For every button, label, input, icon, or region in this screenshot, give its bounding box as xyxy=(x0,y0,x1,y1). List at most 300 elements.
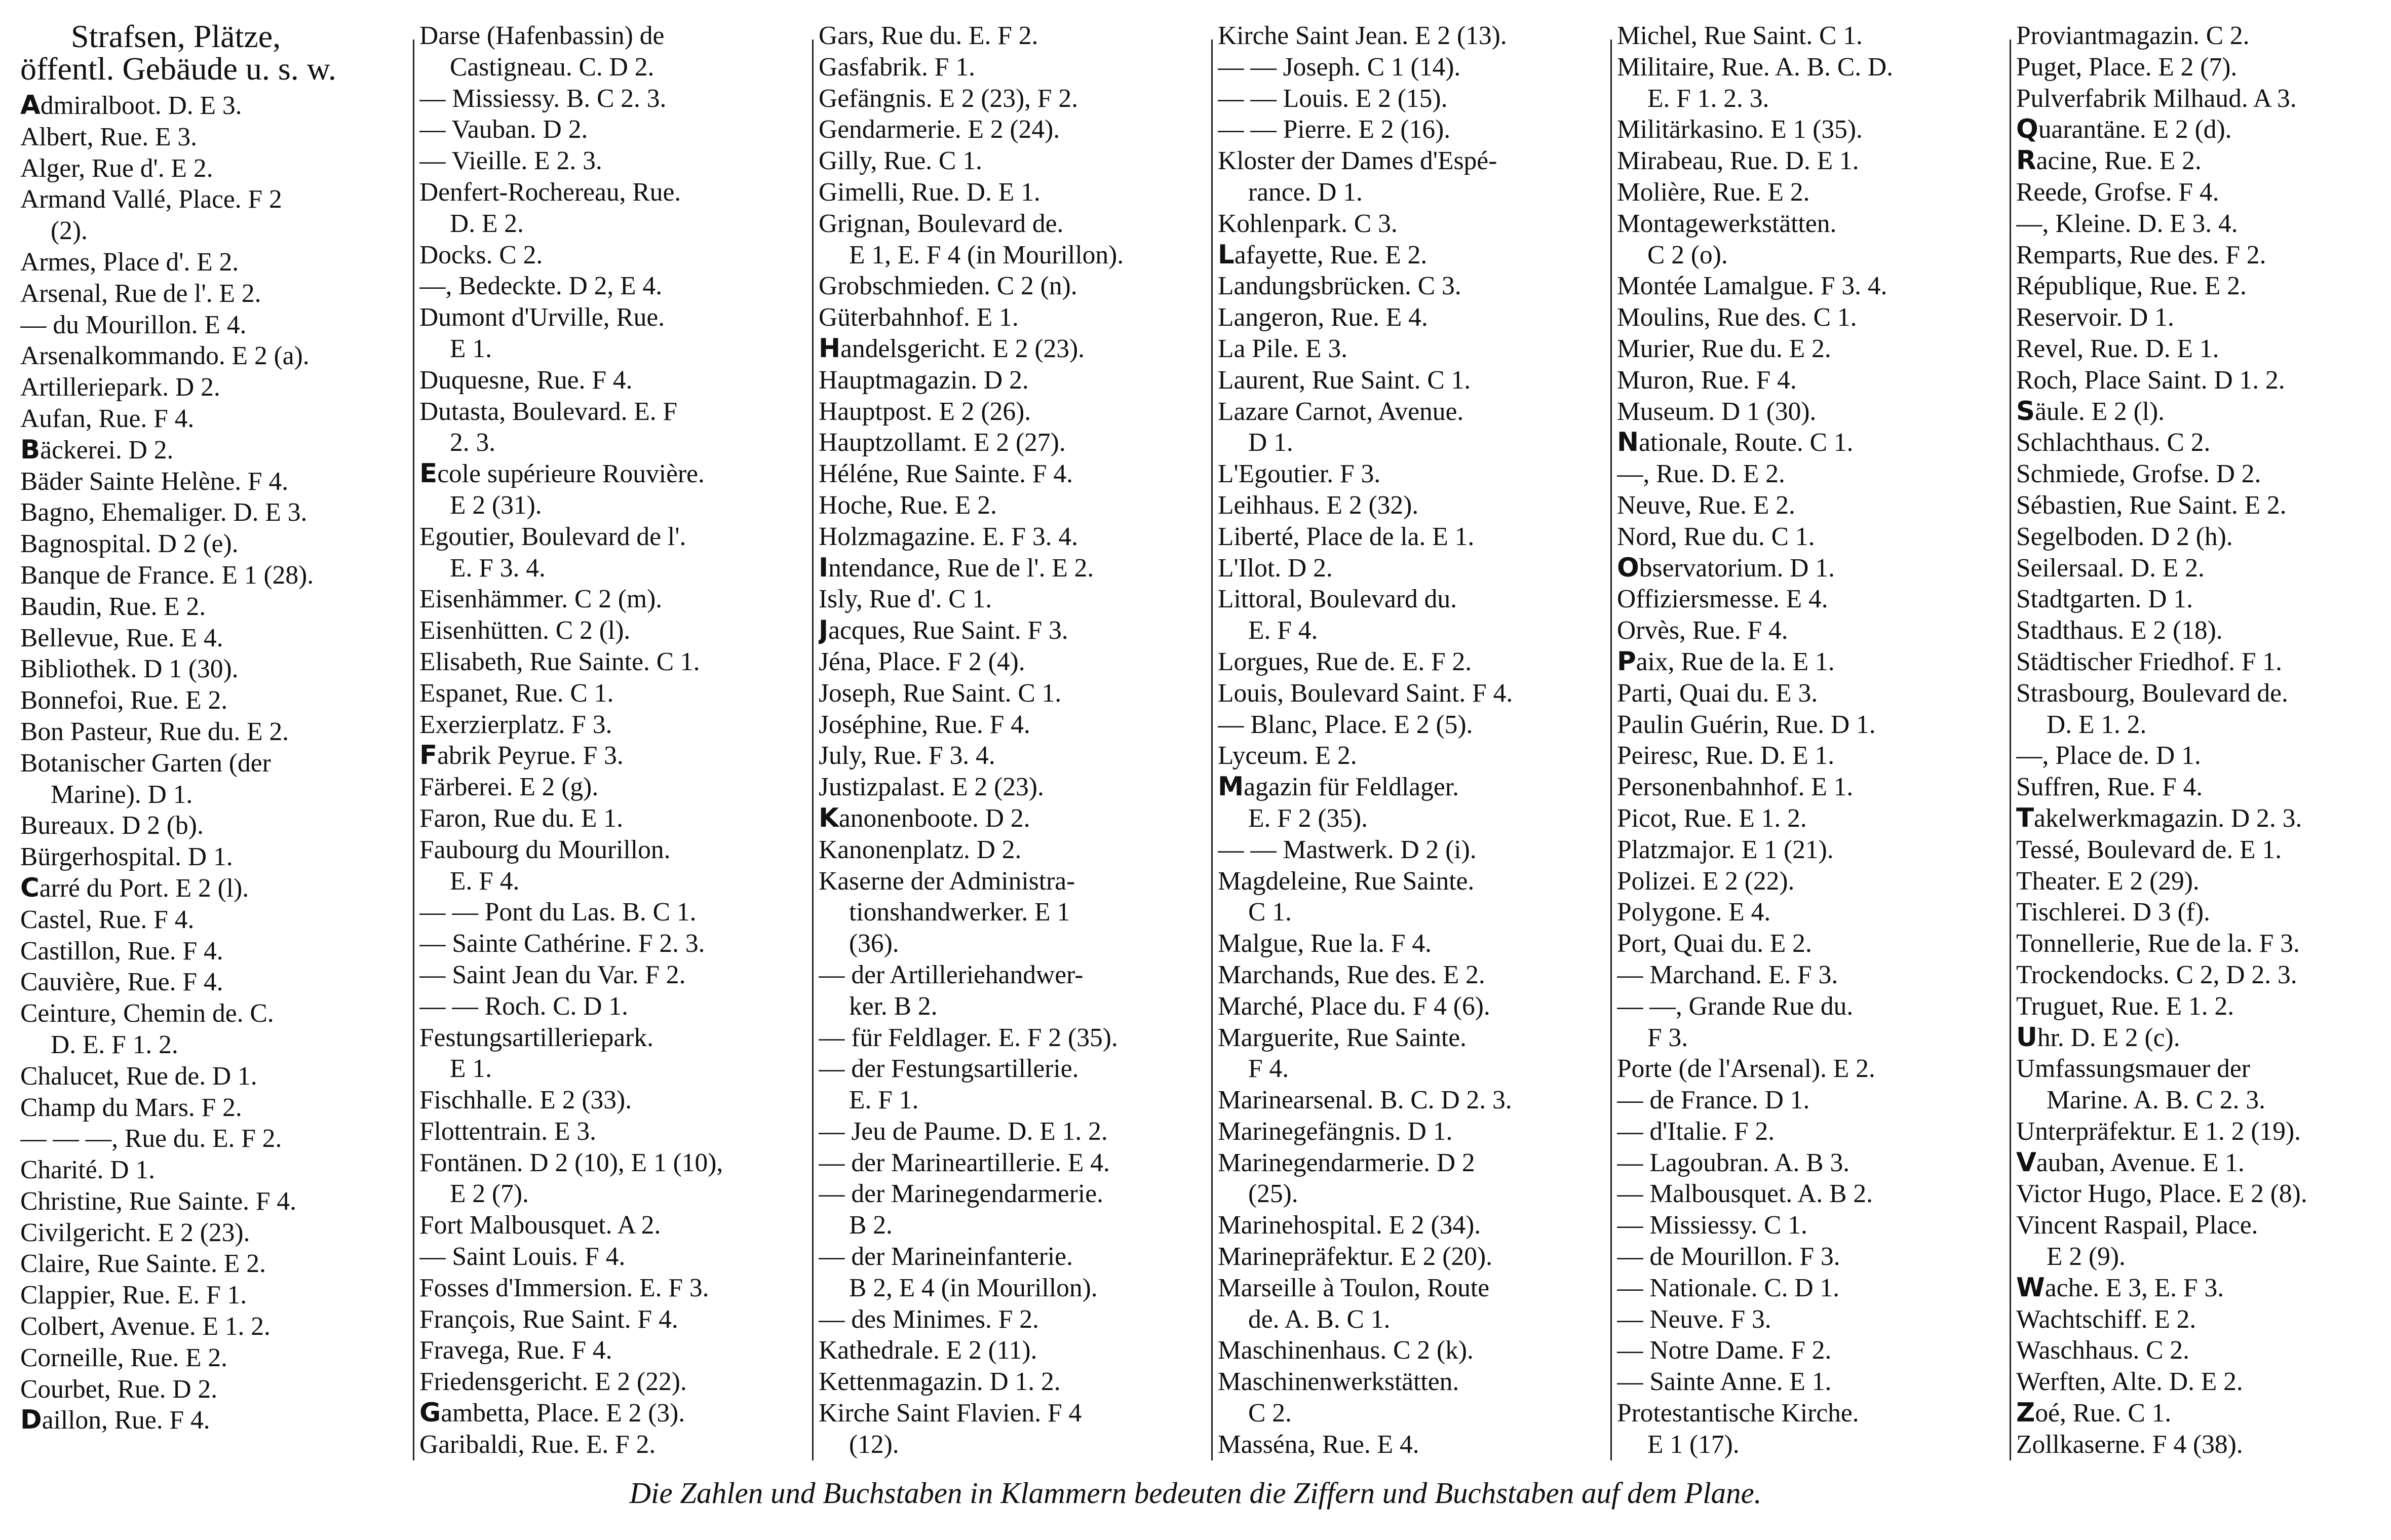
index-entry: Castillon, Rue. F 4. xyxy=(20,936,223,966)
index-entry: Personenbahnhof. E 1. xyxy=(1617,773,1854,802)
index-entry: — Lagoubran. A. B 3. xyxy=(1617,1148,1850,1177)
index-entry: — — —, Rue du. E. F 2. xyxy=(20,1124,282,1153)
index-entry: Bureaux. D 2 (b). xyxy=(20,811,204,840)
index-entry xyxy=(2016,1273,2371,1304)
index-entry: — Nationale. C. D 1. xyxy=(1617,1273,1840,1302)
index-entry: Bürgerhospital. D 1. xyxy=(20,842,233,872)
index-entry: Fischhalle. E 2 (33). xyxy=(419,1086,632,1115)
index-entry: — Notre Dame. F 2. xyxy=(1617,1336,1832,1365)
index-entry: — —, Grande Rue du. xyxy=(1617,991,1854,1021)
index-entry: Remparts, Rue des. F 2. xyxy=(2016,240,2266,270)
index-entry: Victor Hugo, Place. E 2 (8). xyxy=(2016,1179,2307,1209)
index-entry: — der Marineinfanterie. xyxy=(819,1242,1073,1272)
index-entry: Darse (Hafenbassin) de xyxy=(419,21,665,50)
index-entry: François, Rue Saint. F 4. xyxy=(419,1304,678,1334)
section-initial: H xyxy=(819,333,841,364)
index-entry xyxy=(419,740,809,772)
index-entry: Festungsartilleriepark. xyxy=(419,1023,653,1052)
index-entry: — — Joseph. C 1 (14). xyxy=(1218,52,1461,82)
index-entry: Aufan, Rue. F 4. xyxy=(20,404,195,433)
section-initial: W xyxy=(2016,1272,2045,1303)
index-entry: —, Bedeckte. D 2, E 4. xyxy=(419,272,663,301)
index-entry: Kettenmagazin. D 1. 2. xyxy=(819,1367,1061,1397)
index-entry: Tischlerei. D 3 (f). xyxy=(2016,898,2210,927)
index-entry: — des Minimes. F 2. xyxy=(819,1304,1039,1334)
index-entry: — Neuve. F 3. xyxy=(1617,1304,1771,1334)
index-entry: Maschinenhaus. C 2 (k). xyxy=(1218,1336,1474,1365)
index-entry: F 3. xyxy=(1647,1023,1688,1052)
index-entry: — de France. D 1. xyxy=(1617,1086,1810,1115)
index-entry: Artilleriepark. D 2. xyxy=(20,373,220,402)
index-entry: Strasbourg, Boulevard de. xyxy=(2016,678,2288,708)
index-entry: Theater. E 2 (29). xyxy=(2016,866,2200,896)
index-entry: Michel, Rue Saint. C 1. xyxy=(1617,21,1863,50)
index-entry: Lyceum. E 2. xyxy=(1218,741,1357,771)
index-entry xyxy=(1617,646,2007,678)
index-entry: Polizei. E 2 (22). xyxy=(1617,866,1795,896)
index-entry: Stadtgarten. D 1. xyxy=(2016,585,2193,614)
index-entry: Armand Vallé, Place. F 2 xyxy=(20,185,282,214)
entry-text: ache. E 3, E. F 3. xyxy=(2045,1273,2224,1302)
index-entry: Marché, Place du. F 4 (6). xyxy=(1218,991,1490,1021)
index-entry: Militärkasino. E 1 (35). xyxy=(1617,115,1863,144)
index-entry: E 1 (17). xyxy=(1647,1430,1740,1459)
index-entry: E 2 (9). xyxy=(2047,1242,2126,1272)
index-entry: Flottentrain. E 3. xyxy=(419,1116,597,1146)
entry-text: acques, Rue Saint. F 3. xyxy=(828,616,1068,645)
section-initial: Z xyxy=(2016,1398,2035,1429)
section-initial: B xyxy=(20,434,41,465)
index-entry: D. E 1. 2. xyxy=(2047,710,2147,739)
index-entry: Joseph, Rue Saint. C 1. xyxy=(819,678,1062,708)
index-entry: Masséna, Rue. E 4. xyxy=(1218,1430,1419,1459)
index-entry: Bäder Sainte Helène. F 4. xyxy=(20,467,289,496)
section-initial: S xyxy=(2016,396,2035,427)
index-entry: Revel, Rue. D. E 1. xyxy=(2016,334,2219,363)
section-initial: T xyxy=(2016,802,2034,833)
index-entry: Umfassungsmauer der xyxy=(2016,1054,2250,1084)
index-entry: Fosses d'Immersion. E. F 3. xyxy=(419,1273,709,1302)
index-entry: E 1. xyxy=(450,1054,492,1084)
index-entry: Kathedrale. E 2 (11). xyxy=(819,1336,1037,1365)
index-entry: Marinepräfektur. E 2 (20). xyxy=(1218,1242,1492,1272)
index-entry xyxy=(1218,240,1608,271)
section-initial: C xyxy=(20,872,40,903)
index-entry: Chalucet, Rue de. D 1. xyxy=(20,1061,257,1091)
index-entry: F 4. xyxy=(1248,1054,1289,1084)
index-entry: Kaserne der Administra- xyxy=(819,866,1075,896)
index-entry: E. F 4. xyxy=(450,866,520,896)
section-initial: A xyxy=(20,90,41,121)
index-entry: Ceinture, Chemin de. C. xyxy=(20,999,274,1028)
index-entry: Castigneau. C. D 2. xyxy=(450,52,654,82)
index-entry: Isly, Rue d'. C 1. xyxy=(819,585,992,614)
section-initial: R xyxy=(2016,145,2036,176)
section-initial: L xyxy=(1218,239,1235,270)
index-entry: Dumont d'Urville, Rue. xyxy=(419,303,665,332)
entry-text: hr. D. E 2 (c). xyxy=(2037,1023,2180,1052)
index-entry: Eisenhämmer. C 2 (m). xyxy=(419,585,663,614)
index-entry: Wachtschiff. E 2. xyxy=(2016,1304,2196,1334)
entry-text: äckerei. D 2. xyxy=(40,435,174,465)
heading-line-1: Strafsen, Plätze, xyxy=(71,20,281,54)
index-entry: Zollkaserne. F 4 (38). xyxy=(2016,1430,2243,1459)
index-entry: D. E. F 1. 2. xyxy=(51,1030,178,1059)
index-entry: Reede, Grofse. F 4. xyxy=(2016,177,2219,207)
column-divider xyxy=(2010,40,2011,1460)
index-entry: 2. 3. xyxy=(450,428,496,457)
index-entry: Marinearsenal. B. C. D 2. 3. xyxy=(1218,1086,1512,1115)
index-entry: Offiziersmesse. E 4. xyxy=(1617,585,1828,614)
index-entry: C 2 (o). xyxy=(1647,240,1728,270)
index-entry: Segelboden. D 2 (h). xyxy=(2016,522,2233,551)
index-entry: —, Rue. D. E 2. xyxy=(1617,459,1785,489)
index-entry: Polygone. E 4. xyxy=(1617,898,1771,927)
index-entry: Grobschmieden. C 2 (n). xyxy=(819,272,1077,301)
index-entry: Cauvière, Rue. F 4. xyxy=(20,968,223,997)
entry-text: auban, Avenue. E 1. xyxy=(2036,1148,2245,1177)
index-entry: Charité. D 1. xyxy=(20,1156,156,1185)
index-entry xyxy=(2016,114,2371,145)
index-entry: Fontänen. D 2 (10), E 1 (10), xyxy=(419,1148,723,1177)
index-entry: Gasfabrik. F 1. xyxy=(819,52,975,82)
index-entry xyxy=(419,458,809,490)
index-entry: — — Louis. E 2 (15). xyxy=(1218,84,1448,113)
index-entry: Banque de France. E 1 (28). xyxy=(20,560,314,590)
index-entry: Reservoir. D 1. xyxy=(2016,303,2174,332)
index-entry: Protestantische Kirche. xyxy=(1617,1399,1859,1428)
index-entry: Waschhaus. C 2. xyxy=(2016,1336,2189,1365)
index-entry: Louis, Boulevard Saint. F 4. xyxy=(1218,678,1513,708)
index-entry xyxy=(20,435,410,466)
section-initial: F xyxy=(419,740,438,771)
index-entry: Picot, Rue. E 1. 2. xyxy=(1617,803,1807,833)
index-entry: Littoral, Boulevard du. xyxy=(1218,585,1457,614)
index-entry: Mirabeau, Rue. D. E 1. xyxy=(1617,146,1859,176)
index-entry: Docks. C 2. xyxy=(419,240,543,270)
index-entry: Nord, Rue du. C 1. xyxy=(1617,522,1815,551)
index-entry: Lorgues, Rue de. E. F 2. xyxy=(1218,647,1472,676)
section-initial: K xyxy=(819,802,839,833)
index-entry: —, Place de. D 1. xyxy=(2016,741,2201,771)
index-entry: Platzmajor. E 1 (21). xyxy=(1617,835,1834,864)
index-entry: — der Artilleriehandwer- xyxy=(819,960,1084,989)
index-entry: Egoutier, Boulevard de l'. xyxy=(419,522,686,551)
index-entry: Botanischer Garten (der xyxy=(20,748,271,778)
index-entry: rance. D 1. xyxy=(1248,177,1363,207)
index-entry xyxy=(2016,396,2371,428)
index-entry xyxy=(819,803,1209,834)
section-initial: G xyxy=(419,1398,441,1429)
index-entry: Güterbahnhof. E 1. xyxy=(819,303,1019,332)
entry-text: akelwerkmagazin. D 2. 3. xyxy=(2034,803,2302,833)
index-entry: Faubourg du Mourillon. xyxy=(419,835,671,864)
index-entry: — Vieille. E 2. 3. xyxy=(419,146,602,176)
index-entry: La Pile. E 3. xyxy=(1218,334,1348,363)
entry-text: ntendance, Rue de l'. E 2. xyxy=(828,553,1094,583)
index-entry: — de Mourillon. F 3. xyxy=(1617,1242,1840,1272)
section-initial: N xyxy=(1617,427,1639,458)
index-entry: Eisenhütten. C 2 (l). xyxy=(419,616,631,645)
index-entry: E. F 4. xyxy=(1248,616,1318,645)
index-entry: Faron, Rue du. E 1. xyxy=(419,803,623,833)
index-entry: Elisabeth, Rue Sainte. C 1. xyxy=(419,647,700,676)
index-entry: Colbert, Avenue. E 1. 2. xyxy=(20,1312,271,1341)
index-entry: Werften, Alte. D. E 2. xyxy=(2016,1367,2243,1397)
index-entry: C 2. xyxy=(1248,1399,1292,1428)
index-entry xyxy=(419,1398,809,1429)
index-entry: Militaire, Rue. A. B. C. D. xyxy=(1617,52,1894,82)
index-entry: Gefängnis. E 2 (23), F 2. xyxy=(819,84,1078,113)
index-entry: Roch, Place Saint. D 1. 2. xyxy=(2016,365,2285,395)
entries-column-4 xyxy=(1218,20,1608,1460)
index-entry: Parti, Quai du. E 3. xyxy=(1617,678,1818,708)
index-entry: Liberté, Place de la. E 1. xyxy=(1218,522,1475,551)
index-entry: Pulverfabrik Milhaud. A 3. xyxy=(2016,84,2297,113)
index-entry: de. A. B. C 1. xyxy=(1248,1304,1391,1334)
index-entry: Armes, Place d'. E 2. xyxy=(20,247,239,277)
index-entry: Hauptzollamt. E 2 (27). xyxy=(819,428,1066,457)
index-entry: République, Rue. E 2. xyxy=(2016,272,2247,301)
index-entry: Marinegendarmerie. D 2 xyxy=(1218,1148,1475,1177)
entry-text: anonenboote. D 2. xyxy=(838,803,1030,833)
entry-text: aillon, Rue. F 4. xyxy=(42,1406,210,1435)
entry-text: afayette, Rue. E 2. xyxy=(1234,240,1428,270)
index-entry: Champ du Mars. F 2. xyxy=(20,1093,242,1122)
entry-text: dmiralboot. D. E 3. xyxy=(40,91,242,120)
index-entry xyxy=(2016,145,2371,177)
index-entry: Gimelli, Rue. D. E 1. xyxy=(819,177,1040,207)
index-entry: Montagewerkstätten. xyxy=(1617,209,1837,238)
index-entry: Hoche, Rue. E 2. xyxy=(819,490,997,520)
section-initial: P xyxy=(1617,646,1636,677)
entry-text: äule. E 2 (l). xyxy=(2035,397,2165,426)
index-entry: Marinehospital. E 2 (34). xyxy=(1218,1211,1481,1240)
index-entry: Clappier, Rue. E. F 1. xyxy=(20,1281,247,1310)
index-entry: Friedensgericht. E 2 (22). xyxy=(419,1367,687,1397)
index-entry: Proviantmagazin. C 2. xyxy=(2016,21,2250,50)
index-entry: Laurent, Rue Saint. C 1. xyxy=(1218,365,1471,395)
index-entry: Civilgericht. E 2 (23). xyxy=(20,1218,250,1247)
index-entry: E 1, E. F 4 (in Mourillon). xyxy=(849,240,1124,270)
index-entry: Marseille à Toulon, Route xyxy=(1218,1273,1490,1302)
entry-text: ambetta, Place. E 2 (3). xyxy=(441,1399,685,1428)
index-entry: Tonnellerie, Rue de la. F 3. xyxy=(2016,929,2300,958)
index-entry: — — Mastwerk. D 2 (i). xyxy=(1218,835,1477,864)
index-entry: Espanet, Rue. C 1. xyxy=(419,678,614,708)
index-entry: Duquesne, Rue. F 4. xyxy=(419,365,633,395)
column-divider xyxy=(413,40,414,1460)
index-entry: Stadthaus. E 2 (18). xyxy=(2016,616,2223,645)
index-entry: L'Ilot. D 2. xyxy=(1218,553,1333,583)
index-entry: — der Marinegendarmerie. xyxy=(819,1179,1103,1209)
index-entry: Kohlenpark. C 3. xyxy=(1218,209,1398,238)
street-index-page xyxy=(10,20,2381,1469)
index-entry: (2). xyxy=(51,216,88,246)
section-initial: Q xyxy=(2016,114,2038,145)
index-entry: D 1. xyxy=(1248,428,1293,457)
index-entry: — Malbousquet. A. B 2. xyxy=(1617,1179,1873,1209)
entry-text: oé, Rue. C 1. xyxy=(2035,1399,2172,1428)
index-entry: — Sainte Cathérine. F 2. 3. xyxy=(419,929,705,958)
index-entry: Porte (de l'Arsenal). E 2. xyxy=(1617,1054,1875,1084)
index-entry: — Missiessy. C 1. xyxy=(1617,1211,1807,1240)
index-entry: tionshandwerker. E 1 xyxy=(849,898,1070,927)
index-entry xyxy=(20,1405,410,1436)
index-entry xyxy=(2016,1022,2371,1054)
index-entry: Muron, Rue. F 4. xyxy=(1617,365,1797,395)
index-entry xyxy=(2016,1398,2371,1429)
index-entry: E. F 3. 4. xyxy=(450,553,546,583)
index-entry xyxy=(1617,427,2007,458)
index-entry xyxy=(819,615,1209,646)
index-entry: Héléne, Rue Sainte. F 4. xyxy=(819,459,1073,489)
index-entry: Malgue, Rue la. F 4. xyxy=(1218,929,1432,958)
index-entry: Truguet, Rue. E 1. 2. xyxy=(2016,991,2234,1021)
index-entry: Dutasta, Boulevard. E. F xyxy=(419,397,678,426)
index-entry: — Saint Jean du Var. F 2. xyxy=(419,960,686,989)
index-entry xyxy=(1218,772,1608,803)
index-entry xyxy=(1617,553,2007,584)
index-entry: Exerzierplatz. F 3. xyxy=(419,710,612,739)
index-entry: Justizpalast. E 2 (23). xyxy=(819,773,1044,802)
index-entry: Kirche Saint Flavien. F 4 xyxy=(819,1399,1082,1428)
index-entry: — — Roch. C. D 1. xyxy=(419,991,628,1021)
index-entry: E. F 1. xyxy=(849,1086,919,1115)
index-entry: B 2, E 4 (in Mourillon). xyxy=(849,1273,1098,1302)
index-entry: — — Pont du Las. B. C 1. xyxy=(419,898,697,927)
index-entry: Gendarmerie. E 2 (24). xyxy=(819,115,1060,144)
index-entry: E 2 (7). xyxy=(450,1179,529,1209)
index-entry: Bagnospital. D 2 (e). xyxy=(20,529,239,559)
index-entry: Arsenal, Rue de l'. E 2. xyxy=(20,279,261,308)
index-entry: Corneille, Rue. E 2. xyxy=(20,1343,228,1372)
index-entry: Trockendocks. C 2, D 2. 3. xyxy=(2016,960,2297,989)
index-entry: Murier, Rue du. E 2. xyxy=(1617,334,1831,363)
index-entry: E. F 1. 2. 3. xyxy=(1647,84,1769,113)
index-entry: Kloster der Dames d'Espé- xyxy=(1218,146,1497,176)
index-entry: Christine, Rue Sainte. F 4. xyxy=(20,1186,297,1216)
index-entry: E. F 2 (35). xyxy=(1248,803,1368,833)
index-entry: Albert, Rue. E 3. xyxy=(20,122,197,151)
index-entry: Grignan, Boulevard de. xyxy=(819,209,1064,238)
index-entry: Molière, Rue. E 2. xyxy=(1617,177,1810,207)
section-initial: E xyxy=(419,458,438,489)
index-entry: Kirche Saint Jean. E 2 (13). xyxy=(1218,21,1507,50)
entry-text: andelsgericht. E 2 (23). xyxy=(840,334,1085,363)
section-initial: D xyxy=(20,1405,42,1436)
index-entry: Claire, Rue Sainte. E 2. xyxy=(20,1249,266,1279)
index-entry: Schmiede, Grofse. D 2. xyxy=(2016,459,2261,489)
index-entry: Marguerite, Rue Sainte. xyxy=(1218,1023,1467,1052)
index-entry: — Saint Louis. F 4. xyxy=(419,1242,626,1272)
entries-column-5 xyxy=(1617,20,2007,1460)
index-entry: Magdeleine, Rue Sainte. xyxy=(1218,866,1475,896)
index-entry: Orvès, Rue. F 4. xyxy=(1617,616,1788,645)
index-entry: Hauptpost. E 2 (26). xyxy=(819,397,1031,426)
index-entry: Bibliothek. D 1 (30). xyxy=(20,654,239,684)
index-entry: E 2 (31). xyxy=(450,490,542,520)
section-initial: O xyxy=(1617,552,1639,583)
index-entry: — du Mourillon. E 4. xyxy=(20,310,247,339)
index-entry: Arsenalkommando. E 2 (a). xyxy=(20,341,310,371)
entry-text: cole supérieure Rouvière. xyxy=(437,459,705,489)
index-entry: Holzmagazine. E. F 3. 4. xyxy=(819,522,1078,551)
index-entry: Jéna, Place. F 2 (4). xyxy=(819,647,1025,676)
index-entry: Unterpräfektur. E 1. 2 (19). xyxy=(2016,1116,2301,1146)
index-entry: Marchands, Rue des. E 2. xyxy=(1218,960,1485,989)
index-entry: — d'Italie. F 2. xyxy=(1617,1116,1775,1146)
index-entry: —, Kleine. D. E 3. 4. xyxy=(2016,209,2238,238)
index-entry: (12). xyxy=(849,1430,899,1459)
index-entry: Vincent Raspail, Place. xyxy=(2016,1211,2258,1240)
index-entry: Kanonenplatz. D 2. xyxy=(819,835,1022,864)
section-initial: I xyxy=(819,552,829,583)
index-column-4 xyxy=(1218,20,1608,1469)
index-entry xyxy=(20,873,410,904)
index-entry: Bonnefoi, Rue. E 2. xyxy=(20,686,228,715)
index-entry: Städtischer Friedhof. F 1. xyxy=(2016,647,2282,676)
index-column-3 xyxy=(819,20,1209,1469)
index-entry: Bellevue, Rue. E 4. xyxy=(20,623,223,652)
index-column-5 xyxy=(1617,20,2007,1469)
index-entry: Neuve, Rue. E 2. xyxy=(1617,490,1795,520)
index-entry: — Blanc, Place. E 2 (5). xyxy=(1218,710,1473,739)
index-entry: Paulin Guérin, Rue. D 1. xyxy=(1617,710,1876,739)
index-entry xyxy=(2016,803,2371,834)
index-entry: L'Egoutier. F 3. xyxy=(1218,459,1381,489)
index-entry: Marine). D 1. xyxy=(51,780,193,809)
column-divider xyxy=(812,40,814,1460)
heading-line-2: öffentl. Gebäude u. s. w. xyxy=(20,51,336,87)
index-entry xyxy=(20,90,410,122)
entry-text: abrik Peyrue. F 3. xyxy=(437,741,624,771)
entry-text: acine, Rue. E 2. xyxy=(2036,146,2202,176)
index-entry xyxy=(819,333,1209,365)
index-entry: July, Rue. F 3. 4. xyxy=(819,741,995,771)
index-entry: Lazare Carnot, Avenue. xyxy=(1218,397,1464,426)
entry-text: ationale, Route. C 1. xyxy=(1639,428,1854,457)
index-entry: — der Marineartillerie. E 4. xyxy=(819,1148,1110,1177)
index-entry: Port, Quai du. E 2. xyxy=(1617,929,1812,958)
index-entry: Moulins, Rue des. C 1. xyxy=(1617,303,1857,332)
index-entry: — der Festungsartillerie. xyxy=(819,1054,1079,1084)
index-entry: — — Pierre. E 2 (16). xyxy=(1218,115,1451,144)
entry-text: arré du Port. E 2 (l). xyxy=(39,873,249,903)
index-entry: Puget, Place. E 2 (7). xyxy=(2016,52,2238,82)
entry-text: aix, Rue de la. E 1. xyxy=(1636,647,1835,676)
index-entry: Denfert-Rochereau, Rue. xyxy=(419,177,681,207)
index-entry: — Vauban. D 2. xyxy=(419,115,588,144)
index-entry: Bon Pasteur, Rue du. E 2. xyxy=(20,717,289,746)
index-entry: ker. B 2. xyxy=(849,991,938,1021)
section-initial: M xyxy=(1218,772,1244,802)
index-entry: Hauptmagazin. D 2. xyxy=(819,365,1029,395)
index-entry: Peiresc, Rue. D. E 1. xyxy=(1617,741,1835,771)
index-entry: Garibaldi, Rue. E. F 2. xyxy=(419,1430,656,1459)
index-column-2 xyxy=(419,20,809,1469)
index-entry: Sébastien, Rue Saint. E 2. xyxy=(2016,490,2287,520)
index-entry: Castel, Rue. F 4. xyxy=(20,905,195,934)
index-entry: Courbet, Rue. D 2. xyxy=(20,1374,218,1404)
index-entry: Tessé, Boulevard de. E 1. xyxy=(2016,835,2282,864)
index-entry xyxy=(2016,1147,2371,1179)
entry-text: uarantäne. E 2 (d). xyxy=(2038,115,2232,144)
index-entry: Landungsbrücken. C 3. xyxy=(1218,272,1461,301)
index-entry: Seilersaal. D. E 2. xyxy=(2016,553,2205,583)
index-entry: Marine. A. B. C 2. 3. xyxy=(2047,1086,2266,1115)
index-entry: Fravega, Rue. F 4. xyxy=(419,1336,612,1365)
